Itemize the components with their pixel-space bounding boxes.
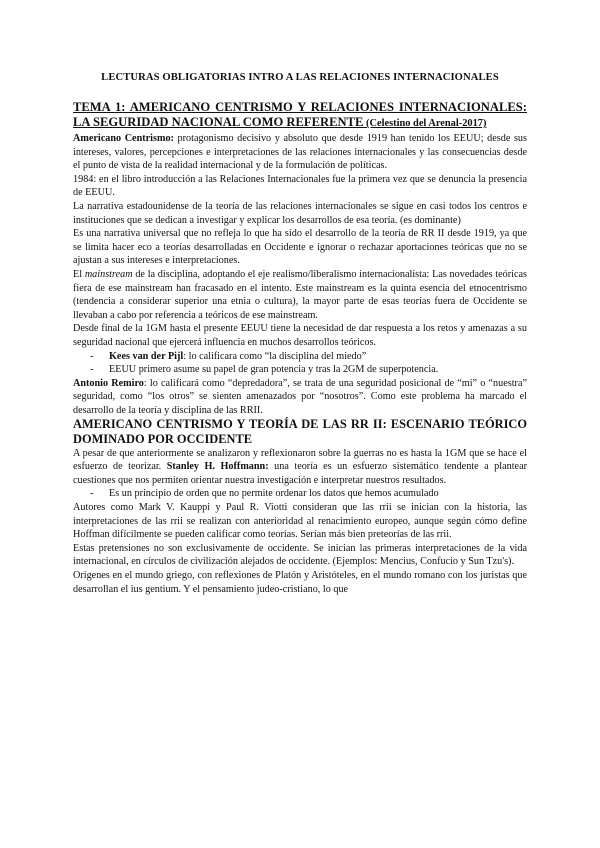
dash-bullet: - — [90, 350, 94, 362]
list-item — [73, 363, 527, 377]
author-name: Kees van der Pijl — [109, 350, 184, 362]
paragraph-text: protagonismo decisivo y absoluto que desde 1919 han tenido los EEUU; desde sus intereses, valores, percepciones e interpretaciones de las relaciones internacionales y las consecuencias desde el punto de vista de la realidad internacional y de la formulación de políticas. — [73, 133, 527, 172]
dash-bullet: - — [90, 488, 94, 500]
section-heading-escenario-teorico: AMERICANO CENTRISMO Y TEORÍA DE LAS RR II: ESCENARIO TEÓRICO DOMINADO POR OCCIDENTE — [73, 417, 527, 447]
author-name: Stanley H. Hoffmann: — [166, 461, 269, 473]
list-item-text: Es un principio de orden que no permite ordenar los datos que hemos acumulado — [109, 488, 439, 500]
author-name: Antonio Remiro — [73, 377, 144, 389]
list-item-text: : lo calificara como “la disciplina del miedo” — [183, 350, 367, 362]
section-heading-tema-1 — [73, 100, 527, 131]
term-americano-centrismo: Americano Centrismo: — [73, 133, 174, 144]
paragraph-text: A pesar de que anteriormente se analizaron y reflexionaron sobre la guerras no es hasta la 1GM que se hace el esfuerzo de teorizar. — [73, 447, 527, 473]
paragraph-pretensiones: Estas pretensiones no son exclusivamente de occidente. Se inician las primeras interpretaciones de la vida internacional, en círculos de civilización alejados de occidente. (Ejemplos: Mencius, Confucio y Sun Tzu's). — [73, 542, 527, 568]
paragraph-narrativa-estadounidense: La narrativa estadounidense de la teoría de las relaciones internacionales se sigue en casi todos los centros e instituciones que se dedican a investigar y explicar los desarrollos de esa teoría. (es dominante) — [73, 200, 527, 226]
paragraph-origenes: Orígenes en el mundo griego, con reflexiones de Platón y Aristóteles, en el mundo romano con los juristas que desarrollan el ius gentium. Y el pensamiento judeo-cristiano, lo que — [73, 570, 527, 595]
dash-bullet: - — [90, 364, 94, 376]
list-item — [73, 487, 527, 501]
paragraph-text: de la disciplina, adoptando el eje realismo/liberalismo internacionalista: Las novedades teóricas fiera de ese mainstream han fracasado en el intento. Este mainstream es la quinta esencia del etnocentrismo (tendencia a considerar superior una etnia o cultura), la mayor parte de esas teorías fuera de Occidente se llevaban a cabo por referencia a teóricos de ese mainstream. — [73, 268, 527, 321]
paragraph-mainstream — [73, 268, 527, 322]
list-item-text: EEUU primero asume su papel de gran potencia y tras la 2GM de superpotencia. — [109, 364, 439, 376]
bullet-list — [73, 487, 527, 501]
heading-main-text: TEMA 1: AMERICANO CENTRISMO Y RELACIONES INTERNACIONALES: LA SEGURIDAD NACIONAL COMO REFERENTE — [73, 100, 527, 129]
paragraph-hoffmann — [73, 447, 527, 488]
paragraph-text: una teoría es un esfuerzo sistemático tendente a plantear cuestiones que nos permiten orientar nuestra investigación e interpretar nuestros resultados. — [73, 461, 527, 486]
heading-author-text: (Celestino del Arenal-2017) — [363, 118, 487, 129]
paragraph-americano-centrismo — [73, 132, 527, 173]
paragraph-1gm: Desde final de la 1GM hasta el presente EEUU tiene la necesidad de dar respuesta a los retos y amenazas a su seguridad nacional que ejercerá influencia en muchos desarrollos teóricos. — [73, 323, 527, 348]
document-body — [73, 100, 527, 596]
bullet-list — [73, 350, 527, 377]
paragraph-kauppi-viotti: Autores como Mark V. Kauppi y Paul R. Viotti consideran que las rrii se inician con la historia, las interpretaciones de las rrii se realizan con anterioridad al renacimiento europeo, aunque según cómo define Hoffman difícilmente se pueden calificar como teorías. Serían más bien preteorías de las rrii. — [73, 502, 527, 541]
document-title: LECTURAS OBLIGATORIAS INTRO A LAS RELACIONES INTERNACIONALES — [101, 72, 499, 83]
paragraph-1984: 1984: en el libro introducción a las Relaciones Internacionales fue la primera vez que se denuncia la presencia de EEUU. — [73, 173, 527, 199]
paragraph-text: : lo calificará como “depredadora”, se trata de una seguridad posicional de “mi” o “nuestra” seguridad, como “los otros” se sienten amenazados por “nosotros”. Como este problema ha marcado el desarrollo de la teoría y disciplina de las RRII. — [73, 377, 527, 416]
paragraph-antonio-remiro — [73, 377, 527, 418]
term-mainstream: mainstream — [84, 268, 133, 280]
list-item — [73, 350, 527, 364]
paragraph-text: El — [73, 268, 85, 280]
paragraph-narrativa-universal: Es una narrativa universal que no refleja lo que ha sido el desarrollo de la teoría de RR II desde 1919, ya que se limita hacer eco a teorías desarrolladas en Occidente e ignorar o rechazar aportaciones teóricas que no se ajustan a sus intereses e interpretaciones. — [73, 228, 527, 267]
